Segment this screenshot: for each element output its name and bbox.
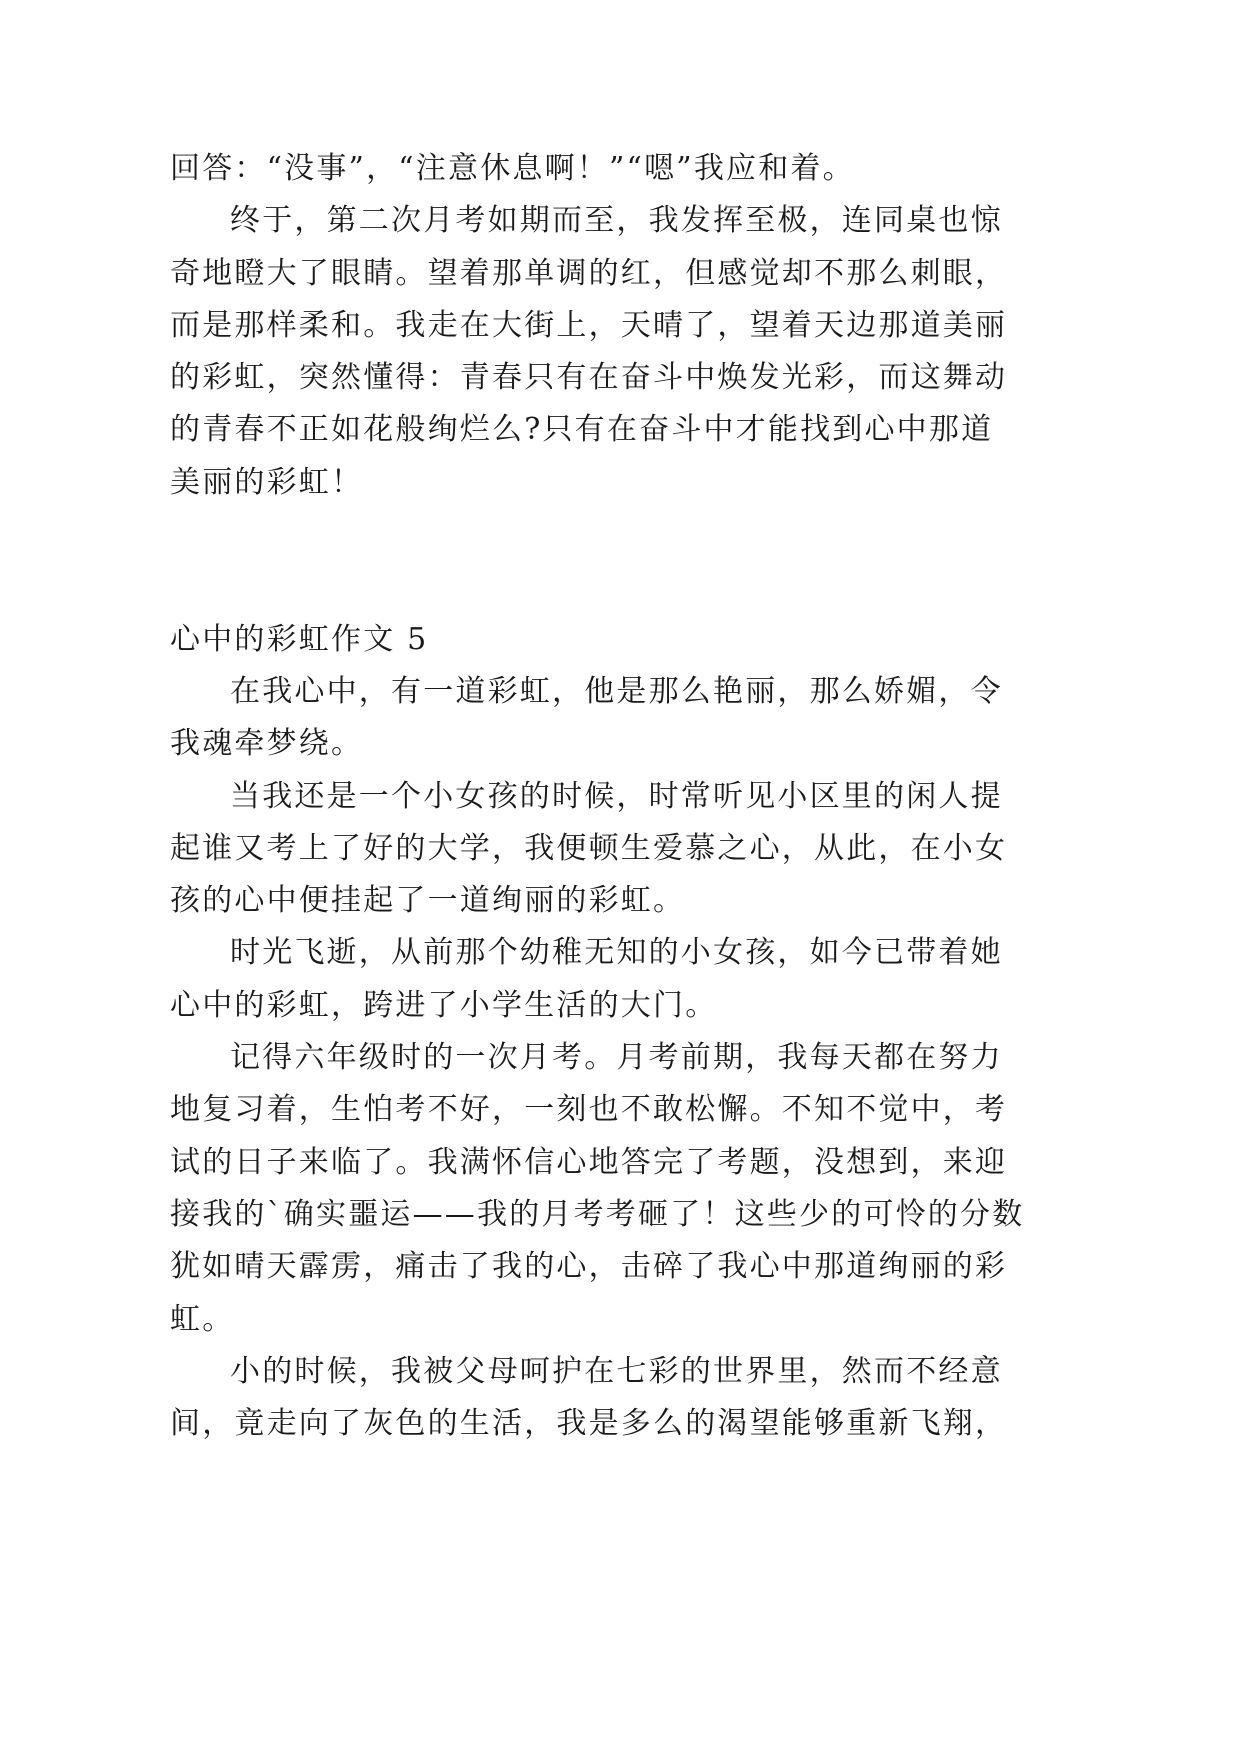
text-line: 地复习着，生怕考不好，一刻也不敢松懈。不知不觉中，考 bbox=[170, 1092, 1008, 1128]
text-line: 起谁又考上了好的大学，我便顿生爱慕之心，从此，在小女 bbox=[170, 830, 1008, 866]
section-title: 心中的彩虹作文 5 bbox=[170, 621, 429, 657]
text-line: 的青春不正如花般绚烂么?只有在奋斗中才能找到心中那道 bbox=[170, 412, 994, 448]
text-line: 犹如晴天霹雳，痛击了我的心，击碎了我心中那道绚丽的彩 bbox=[170, 1249, 1008, 1285]
paragraph-start: 当我还是一个小女孩的时候，时常听见小区里的闲人提 bbox=[230, 778, 1003, 814]
paragraph-start: 时光飞逝，从前那个幼稚无知的小女孩，如今已带着她 bbox=[230, 935, 1003, 971]
paragraph-start: 在我心中，有一道彩虹，他是那么艳丽，那么娇媚，令 bbox=[230, 673, 1003, 709]
text-line: 心中的彩虹，跨进了小学生活的大门。 bbox=[170, 987, 718, 1023]
section-gap bbox=[170, 509, 950, 614]
document-body bbox=[170, 143, 1025, 1450]
text-line: 我魂牵梦绕。 bbox=[170, 726, 364, 762]
text-line: 虹。 bbox=[170, 1301, 235, 1337]
text-line: 奇地瞪大了眼睛。望着那单调的红，但感觉却不那么刺眼， bbox=[170, 255, 1008, 291]
text-line: 试的日子来临了。我满怀信心地答完了考题，没想到，来迎 bbox=[170, 1144, 1008, 1180]
text-line: 间，竟走向了灰色的生活，我是多么的渴望能够重新飞翔， bbox=[170, 1406, 1008, 1442]
paragraph-start: 小的时候，我被父母呵护在七彩的世界里，然而不经意 bbox=[230, 1353, 1003, 1389]
text-line: 美丽的彩虹！ bbox=[170, 464, 364, 500]
text-line: 而是那样柔和。我走在大街上，天晴了，望着天边那道美丽 bbox=[170, 307, 1008, 343]
text-line: 孩的心中便挂起了一道绚丽的彩虹。 bbox=[170, 883, 686, 919]
paragraph-start: 终于，第二次月考如期而至，我发挥至极，连同桌也惊 bbox=[230, 203, 1003, 239]
text-line: 接我的`确实噩运——我的月考考砸了！这些少的可怜的分数 bbox=[170, 1196, 1025, 1232]
paragraph-start: 记得六年级时的一次月考。月考前期，我每天都在努力 bbox=[230, 1040, 1003, 1076]
text-line: 回答：“没事”，“注意休息啊！”“嗯”我应和着。 bbox=[170, 151, 855, 186]
text-line: 的彩虹，突然懂得：青春只有在奋斗中焕发光彩，而这舞动 bbox=[170, 360, 1008, 396]
